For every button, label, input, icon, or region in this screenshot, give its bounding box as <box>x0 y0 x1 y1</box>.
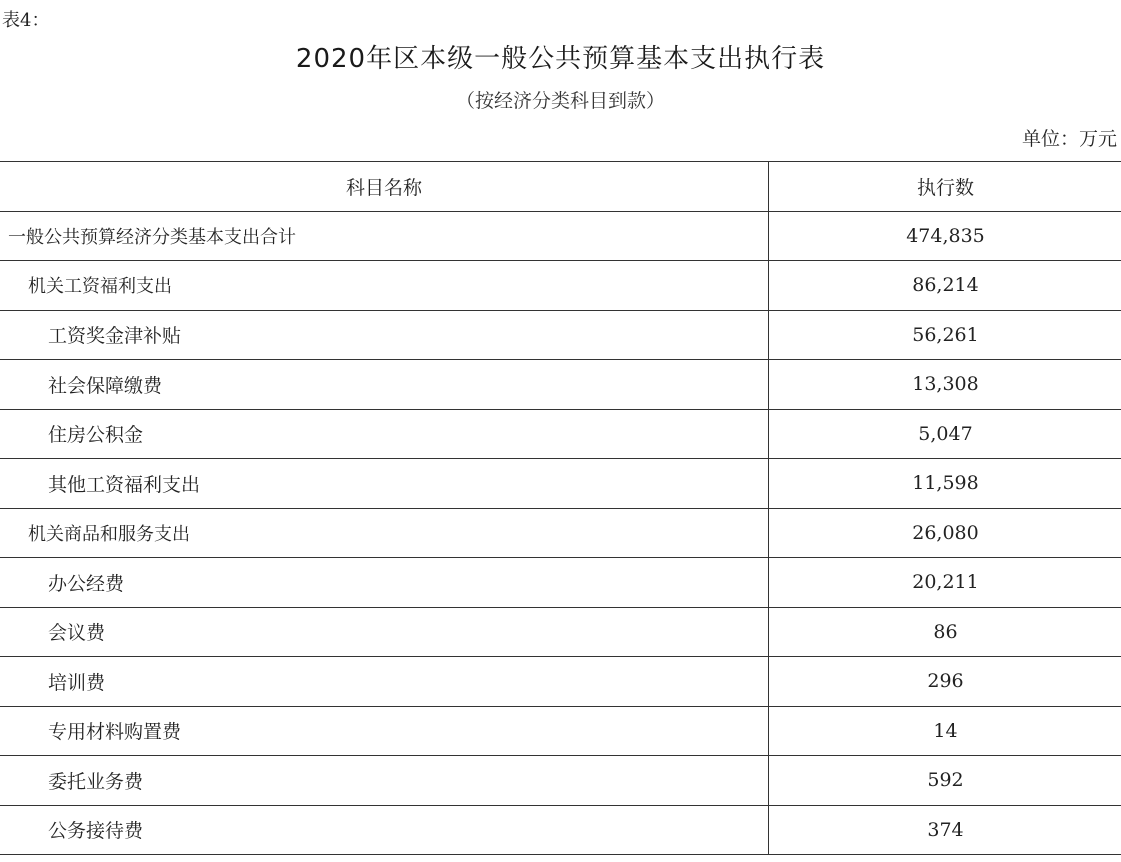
row-name: 委托业务费 <box>0 756 769 806</box>
row-value: 86 <box>769 607 1121 657</box>
row-value: 11,598 <box>769 459 1121 509</box>
table-row <box>0 261 1121 311</box>
row-name: 机关工资福利支出 <box>0 261 769 311</box>
table-header-row <box>0 162 1121 212</box>
row-value: 86,214 <box>769 261 1121 311</box>
table-row <box>0 558 1121 608</box>
table-row <box>0 805 1121 855</box>
budget-table <box>0 161 1121 855</box>
row-value: 5,047 <box>769 409 1121 459</box>
table-row <box>0 756 1121 806</box>
row-value: 13,308 <box>769 360 1121 410</box>
unit-label: 单位：万元 <box>1021 128 1117 150</box>
header-value: 执行数 <box>769 162 1121 212</box>
page-title: 2020年区本级一般公共预算基本支出执行表 <box>295 44 826 74</box>
row-name: 专用材料购置费 <box>0 706 769 756</box>
row-value: 56,261 <box>769 310 1121 360</box>
row-name: 办公经费 <box>0 558 769 608</box>
table-row <box>0 360 1121 410</box>
row-value: 374 <box>769 805 1121 855</box>
row-value: 20,211 <box>769 558 1121 608</box>
table-row <box>0 657 1121 707</box>
table-label: 表4： <box>2 10 50 31</box>
row-value: 26,080 <box>769 508 1121 558</box>
table-row <box>0 508 1121 558</box>
header-name: 科目名称 <box>0 162 769 212</box>
table-row <box>0 459 1121 509</box>
table-row <box>0 607 1121 657</box>
row-value: 474,835 <box>769 211 1121 261</box>
row-name: 其他工资福利支出 <box>0 459 769 509</box>
table-body <box>0 211 1121 855</box>
table-row <box>0 310 1121 360</box>
row-name: 住房公积金 <box>0 409 769 459</box>
row-value: 592 <box>769 756 1121 806</box>
row-name: 机关商品和服务支出 <box>0 508 769 558</box>
table-row <box>0 211 1121 261</box>
row-value: 14 <box>769 706 1121 756</box>
table-row <box>0 409 1121 459</box>
row-name: 公务接待费 <box>0 805 769 855</box>
page-subtitle: （按经济分类科目到款） <box>455 90 665 112</box>
row-name: 工资奖金津补贴 <box>0 310 769 360</box>
row-name: 一般公共预算经济分类基本支出合计 <box>0 211 769 261</box>
row-name: 会议费 <box>0 607 769 657</box>
row-name: 培训费 <box>0 657 769 707</box>
table-row <box>0 706 1121 756</box>
row-value: 296 <box>769 657 1121 707</box>
row-name: 社会保障缴费 <box>0 360 769 410</box>
